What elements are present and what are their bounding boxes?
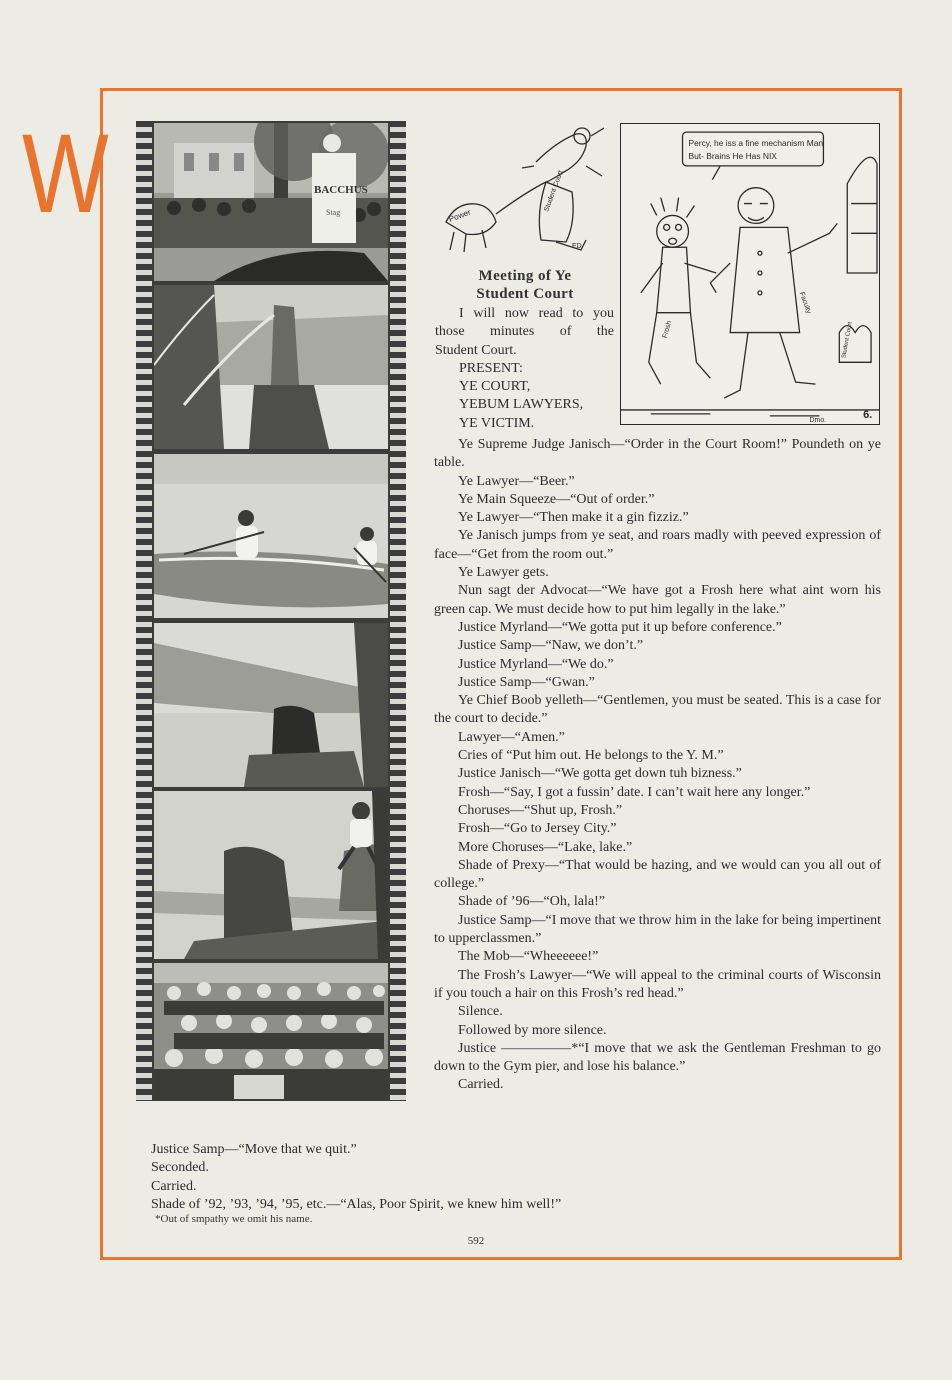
body-text-column: [434, 436, 881, 1095]
paragraph: Lawyer—“Amen.”: [458, 729, 565, 745]
paragraph: Shade of Prexy—“That would be hazing, and we would can you all out of college.”: [434, 857, 881, 892]
photo-man-on-rock: [154, 791, 388, 959]
photo-canoe: [154, 454, 388, 618]
paragraph: Justice Samp—“I move that we throw him in the lake for being impertinent to upperclassmen.”: [434, 912, 882, 947]
paragraph: Cries of “Put him out. He belongs to the Y. M.”: [458, 748, 724, 764]
film-sprockets-left: [136, 121, 152, 1101]
paragraph: Ye Lawyer—“Beer.”: [458, 473, 575, 489]
film-strip: [136, 121, 406, 1101]
narrow-line: YE COURT,: [459, 379, 531, 395]
paragraph: Justice Samp—“Gwan.”: [458, 674, 595, 690]
paragraph: Justice Myrland—“We do.”: [458, 656, 614, 672]
closing-line: Justice Samp—“Move that we quit.”: [151, 1142, 357, 1157]
cartoon-caption-line-2: But- Brains He Has NIX: [688, 150, 777, 161]
paragraph: Justice —————*“I move that we ask the Gentleman Freshman to go down to the Gym pier, and lose his balance.”: [434, 1040, 881, 1075]
cartoon-percy-mechanism: [620, 123, 880, 425]
closing-text: [151, 1141, 871, 1214]
article-heading: [440, 267, 610, 303]
paragraph: Nun sagt der Advocat—“We have got a Frosh here what aint worn his green cap. We must decide how to put him legally in the lake.”: [434, 583, 881, 617]
cartoon-power-vs-student-court: [436, 122, 614, 262]
cartoon-signature: Dmo.: [809, 416, 827, 424]
paragraph: Ye Janisch jumps from ye seat, and roars madly with peeved expression of face—“Get from the room out.”: [434, 528, 881, 562]
paragraph: Justice Janisch—“We gotta get down tuh bizness.”: [458, 766, 742, 782]
cartoon-label-student-court: Student Court: [543, 169, 565, 213]
footnote: *Out of smpathy we omit his name.: [155, 1213, 313, 1225]
narrow-line: Student Court.: [435, 342, 517, 358]
paragraph: Ye Chief Boob yelleth—“Gentlemen, you must be seated. This is a case for the court to decide.”: [434, 693, 881, 727]
photo-group-of-men: [154, 963, 388, 1099]
paragraph: Ye Lawyer gets.: [458, 565, 549, 581]
closing-line: Seconded.: [151, 1160, 209, 1176]
closing-line: Shade of ’92, ’93, ’94, ’95, etc.—“Alas, Poor Spirit, we knew him well!”: [151, 1196, 562, 1212]
svg-text:BACCHUS: BACCHUS: [314, 184, 368, 196]
narrow-line: YEBUM LAWYERS,: [459, 397, 584, 413]
paragraph: Justice Myrland—“We gotta put it up before conference.”: [458, 619, 782, 635]
paragraph: More Choruses—“Lake, lake.”: [458, 839, 633, 855]
cartoon-label-faculty: Faculty: [797, 291, 812, 315]
paragraph: Followed by more silence.: [458, 1022, 607, 1038]
paragraph: Ye Lawyer—“Then make it a gin fizziz.”: [458, 510, 689, 526]
paragraph: Silence.: [458, 1004, 503, 1020]
heading-line-2: Student Court: [476, 286, 574, 302]
cartoon-label-frosh: Frosh: [661, 320, 674, 340]
narrow-text-column: [435, 305, 614, 433]
paragraph: Carried.: [458, 1077, 504, 1093]
narrow-line: YE VICTIM.: [459, 415, 535, 431]
photo-lake-rock: [154, 623, 388, 787]
paragraph: Frosh—“Say, I got a fussin’ date. I can’t wait here any longer.”: [458, 784, 811, 800]
photo-bacchus-costume: [154, 123, 388, 281]
cartoon-label-power: Power: [447, 207, 473, 224]
film-sprockets-right: [390, 121, 406, 1101]
paragraph: Shade of ’96—“Oh, lala!”: [458, 894, 605, 910]
paragraph: Justice Samp—“Naw, we don’t.”: [458, 638, 644, 654]
svg-text:Stag: Stag: [326, 208, 341, 217]
narrow-line: those minutes of the: [435, 324, 614, 340]
cartoon-signature: ED: [572, 243, 582, 250]
heading-line-1: Meeting of Ye: [478, 268, 572, 284]
cartoon-number: 6.: [863, 408, 873, 421]
narrow-line: I will now read to you: [459, 306, 614, 321]
paragraph: The Frosh’s Lawyer—“We will appeal to the criminal courts of Wisconsin if you touch a hair on this Frosh’s red head.”: [434, 967, 881, 1001]
cartoon-label-student-court-figure: Student Court: [841, 321, 854, 359]
photo-rock-pillar: [154, 285, 388, 449]
page-number: 592: [467, 1235, 485, 1247]
closing-line: Carried.: [151, 1178, 197, 1194]
paragraph: Frosh—“Go to Jersey City.”: [458, 821, 617, 837]
section-initial-letter: W: [22, 111, 108, 236]
paragraph: Choruses—“Shut up, Frosh.”: [458, 802, 623, 818]
narrow-line: PRESENT:: [459, 360, 523, 376]
paragraph: Ye Supreme Judge Janisch—“Order in the Court Room!” Poundeth on ye table.: [434, 437, 881, 471]
cartoon-caption-line-1: Percy, he iss a fine mechanism Man: [688, 137, 824, 148]
paragraph: The Mob—“Wheeeeee!”: [458, 949, 599, 965]
paragraph: Ye Main Squeeze—“Out of order.”: [458, 491, 655, 507]
